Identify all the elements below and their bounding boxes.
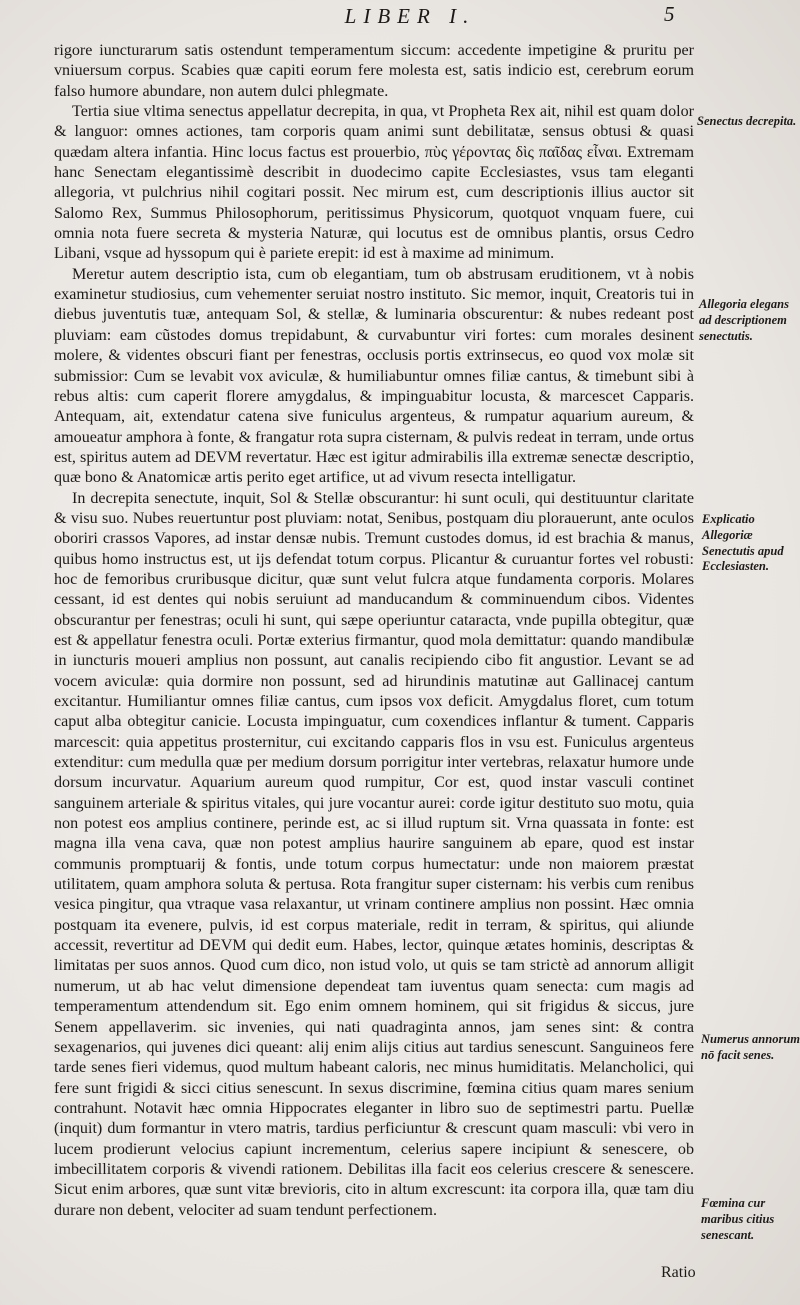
- marginal-note: Numerus annorum nō facit senes.: [701, 1032, 800, 1062]
- main-text-block: [54, 41, 694, 1221]
- paragraph: Tertia siue vltima senectus appellatur decrepita, in qua, vt Propheta Rex ait, nihil est quam dolor & languor: omnes actiones, tam corporis quam animi sunt debilitatæ, sensus obtusi & quasi quædam altera infantia. Hinc locus factus est prouerbio, πὺς γέροντας δὶς παῖδας εἶναι. Extremam hanc Senectam elegantissimè describit in duodecimo capite Ecclesiastes, vsus tam eleganti allegoria, vt pulchrius nihil cogitari possit. Nec mirum est, cum descriptionis illius auctor sit Salomo Rex, Summus Philosophorum, peritissimus Physicorum, quotquot vnquam fuere, cui omnia nota fuere secreta & mysteria Naturæ, qui locutus est de omnibus plantis, orsus Cedro Libani, vsque ad hyssopum qui è pariete erepit: id est à maxime ad minimum.: [54, 103, 694, 263]
- catchword: Ratio: [661, 1264, 696, 1281]
- paragraph: rigore iuncturarum satis ostendunt temperamentum siccum: accedente impetigine & pruritu per vniuersum corpus. Scabies quæ capiti eorum fere molesta est, satis indicio est, cerebrum eorum falso humore abundare, non autem dulci phlegmate.: [54, 42, 694, 100]
- running-head: LIBER I.: [344, 4, 476, 28]
- marginal-note: Allegoria elegans ad descriptionem senectutis.: [699, 297, 789, 343]
- page-header: [0, 2, 800, 32]
- page-number: 5: [664, 2, 675, 26]
- marginal-note: Fœmina cur maribus citius senescant.: [701, 1196, 775, 1242]
- marginal-note: Explicatio Allegoriæ Senectutis apud Ecclesiasten.: [702, 512, 784, 574]
- paragraph: Meretur autem descriptio ista, cum ob elegantiam, tum ob abstrusam eruditionem, vt à nobis examinetur studiosius, cum vehementer seruiat nostro instituto. Sic memor, inquit, Creatoris tui in diebus juventutis tuæ, antequam Sol, & stellæ, & luminaria obscurentur: & nubes redeant post pluviam: eam cũstodes domus trepidabunt, & curvabuntur viri fortes: cum morales desinent molere, & videntes obscuri fiant per fenestras, occlusis portis extrinsecus, eo quod vox molæ sit submissior: Cum se levabit vox aviculæ, & humiliabuntur omnes filiæ cantus, & timebunt sibi à rebus altis: cum caperit florere amygdalus, & impinguabitur locusta, & marcescet Capparis. Antequam, ait, extendatur catena sive funiculus argenteus, & rumpatur aquarium aureum, & amoueatur amphora à fonte, & frangatur rota supra cisternam, & pulvis redeat in terram, unde ortus est, spiritus autem ad DEVM revertatur. Hæc est igitur admirabilis illa extremæ senectæ descriptio, quæ bono & Anatomicæ artis perito eget artifice, ut ad vivum resecta intelligatur.: [54, 265, 694, 487]
- marginal-note: Senectus decrepita.: [697, 114, 797, 128]
- paragraph: In decrepita senectute, inquit, Sol & Stellæ obscurantur: hi sunt oculi, qui destituuntur claritate & visu suo. Nubes reuertuntur post pluviam: notat, Senibus, postquam diu plorauerunt, ante oculos oboriri crassos Vapores, ad instar densæ nubis. Tremunt custodes domus, id est brachia & manus, quibus homo instructus est, ut ijs defendat totum corpus. Plicantur & curuantur fortes vel robusti: hoc de femoribus cruribusque dicitur, quæ sunt velut fulcra atque fundamenta corporis. Molares cessant, id est dentes qui nobis seruiunt ad manducandum & comminuendum cibos. Videntes obscurantur per fenestras; oculi hi sunt, qui sæpe operiuntur cataracta, vnde pupilla obtegitur, quæ est & appellatur fenestra oculi. Portæ exterius firmantur, quod mola demittatur: quando mandibulæ in iuncturis moueri amplius non possunt, aut canalis recipiendo cibo fit angustior. Levant se ad vocem aviculæ: quia dormire non possunt, sed ad hirundinis matutinæ aut Gallinacej cantum excitantur. Humiliantur omnes filiæ cantus, cum ipsos vox deficit. Amygdalus floret, cum totum caput alba obtegitur canicie. Locusta impinguatur, cum coxendices inflantur & tument. Capparis marcescit: quia appetitus prosternitur, cui excitando capparis flos in vsu est. Funiculus argenteus extenditur: cum medulla quæ per medium dorsum porrigitur inter vertebras, relaxatur humore unde dorsum incurvatur. Aquarium aureum quod rumpitur, Cor est, quod instar vasculi continet sanguinem arteriale & spiritus vitales, qui jure vocantur aurei: corde igitur destituto suo motu, quia non potest eos amplius continere, perinde est, ac si illud ruptum sit. Vrna quassata in fonte: est magna illa vena cava, quæ non potest amplius haurire sanguinem ab epare, quod est instar communis promptuarij & fontis, unde totum corpus humectatur: unde non maiorem præstat utilitatem, quam amphora soluta & pertusa. Rota frangitur super cisternam: his verbis cum renibus vesica pingitur, qua vtraque vasa relaxantur, ut vrinam continere amplius non possint. Hæc omnia postquam ita evenere, pulvis, id est corpus materiale, redit in terram, & spiritus, qui aliunde accessit, revertitur ad DEVM qui dedit eum. Habes, lector, quinque ætates hominis, descriptas & limitatas per suos annos. Quod cum dico, non istud volo, ut quis se tam strictè ad annorum alligit numerum, ut ab hac velut dimensione dependeat tam iuventus quam senecta: cum magis ad temperamentum attendendum sit. Ego enim omnem hominem, qui sit frigidus & siccus, jure Senem appellaverim. sic invenies, qui nati quadraginta annos, jam senes sint: & contra sexagenarios, qui juvenes dici queant: alij enim alijs citius aut tardius senescunt. Sanguineos fere tarde senes fieri videmus, quod multum habeant caloris, nec minus humiditatis. Melancholici, qui fere sunt frigidi & sicci citius senescunt. In sexus discrimine, fœmina citius quam mares senium contrahunt. Notavit hæc omnia Hippocrates eleganter in libro suo de septimestri partu. Puellæ (inquit) dum formantur in vtero matris, tardius perficiuntur & crescunt quam masculi: vbi vero in lucem prodierunt velocius capiunt incrementum, celerius sapere incipiunt & senescere, ob imbecillitatem corporis & vivendi rationem. Debilitas illa facit eos celerius crescere & senescere. Sicut enim arbores, quæ sunt vitæ brevioris, cito in altum excrescunt: ita corpora illa, quæ tam diu durare non debent, velociter ad suam tendunt perfectionem.: [54, 489, 694, 1219]
